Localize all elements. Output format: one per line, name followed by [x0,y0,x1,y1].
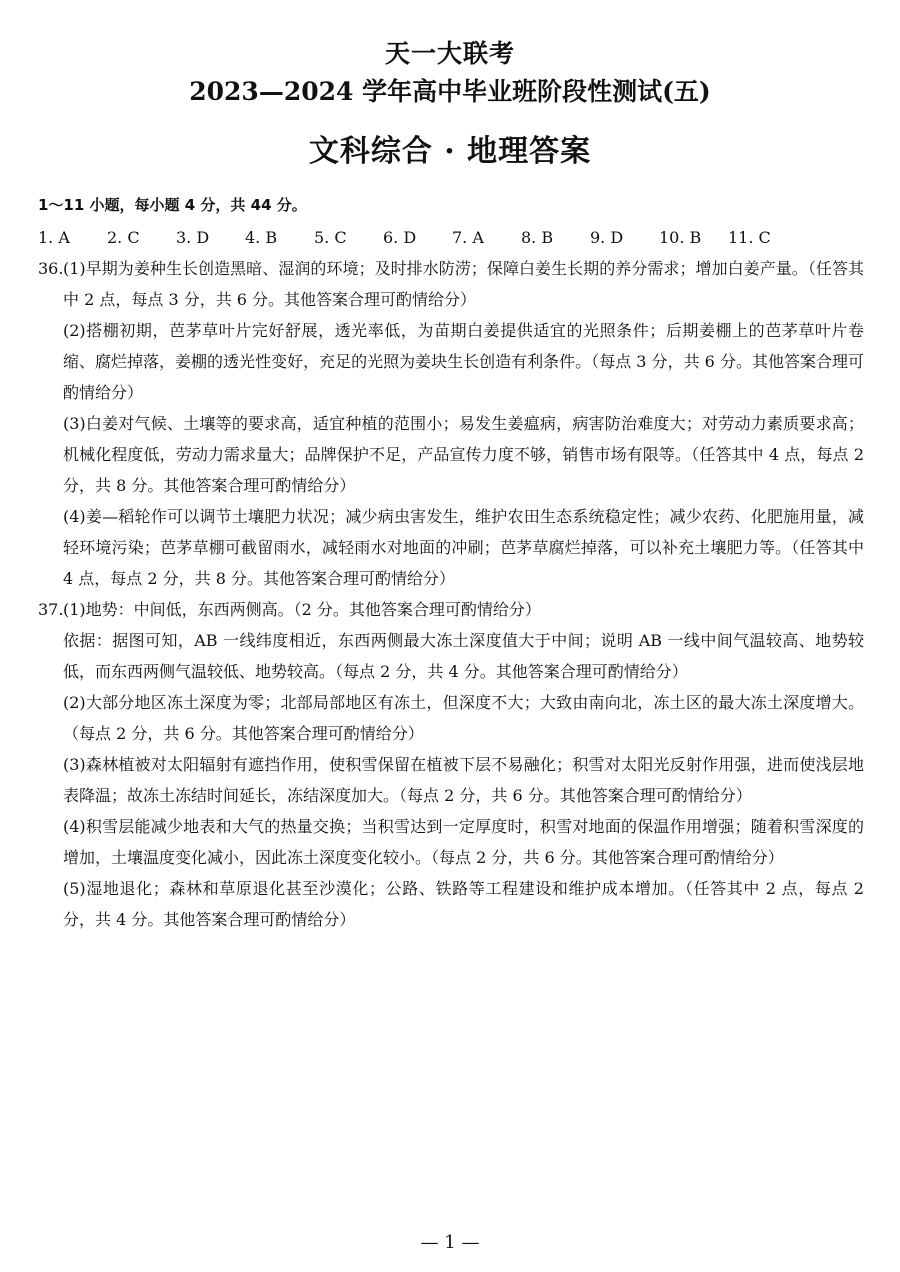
question-37 [38,594,864,935]
question-number: 36. [38,259,64,278]
exam-title: 2023—2024 学年高中毕业班阶段性测试(五) [189,77,711,106]
answer-content [38,190,864,935]
answer-part: (1)早期为姜种生长创造黑暗、湿润的环境；及时排水防涝；保障白姜生长期的养分需求；增加白姜产量。（任答其中 2 点，每点 3 分，共 6 分。其他答案合理可酌情给分） [63,259,864,309]
answer-part: (2)大部分地区冻土深度为零；北部局部地区有冻土，但深度不大；大致由南向北，冻土区的最大冻土深度增大。（每点 2 分，共 6 分。其他答案合理可酌情给分） [63,693,864,743]
choice-answer: 9. D [590,228,624,247]
choice-answer: 11. C [728,228,771,247]
choice-answer: 4. B [245,228,278,247]
answer-part: (4)姜—稻轮作可以调节土壤肥力状况；减少病虫害发生，维护农田生态系统稳定性；减少农药、化肥施用量，减轻环境污染；芭茅草棚可截留雨水，减轻雨水对地面的冲刷；芭茅草腐烂掉落，可以补充土壤肥力等。（任答其中 4 点，每点 2 分，共 8 分。其他答案合理可酌情给分） [63,507,864,588]
choice-answer: 7. A [452,228,484,247]
choice-answer: 1. A [38,228,70,247]
answer-part: (3)白姜对气候、土壤等的要求高，适宜种植的范围小；易发生姜瘟病，病害防治难度大；对劳动力素质要求高；机械化程度低，劳动力需求量大；品牌保护不足，产品宣传力度不够，销售市场有限等。（任答其中 4 点，每点 2 分，共 8 分。其他答案合理可酌情给分） [63,414,864,495]
choice-answer: 6. D [383,228,417,247]
answer-part: (2)搭棚初期，芭茅草叶片完好舒展，透光率低，为苗期白姜提供适宜的光照条件；后期姜棚上的芭茅草叶片卷缩、腐烂掉落，姜棚的透光性变好，充足的光照为姜块生长创造有利条件。（每点 3 分，共 6 分。其他答案合理可酌情给分） [63,321,864,402]
answer-part: (4)积雪层能减少地表和大气的热量交换；当积雪达到一定厚度时，积雪对地面的保温作用增强；随着积雪深度的增加，土壤温度变化减小，因此冻土深度变化较小。（每点 2 分，共 6 分。其他答案合理可酌情给分） [63,817,864,867]
choice-answer: 5. C [314,228,347,247]
answer-part: 依据：据图可知，AB 一线纬度相近，东西两侧最大冻土深度值大于中间；说明 AB 一线中间气温较高、地势较低，而东西两侧气温较低、地势较高。（每点 2 分，共 4 分。其他答案合理可酌情给分） [63,631,864,681]
choice-answer: 2. C [107,228,140,247]
answer-part: (1)地势：中间低，东西两侧高。（2 分。其他答案合理可酌情给分） [63,600,541,619]
choice-answer-row [38,222,864,253]
subject-title: 文科综合 · 地理答案 [308,134,592,169]
question-number: 37. [38,600,64,619]
org-title: 天一大联考 [384,39,515,68]
page-number: — 1 — [420,1232,480,1253]
answer-part: (3)森林植被对太阳辐射有遮挡作用，使积雪保留在植被下层不易融化；积雪对太阳光反射作用强，进而使浅层地表降温；故冻土冻结时间延长，冻结深度加大。（每点 2 分，共 6 分。其他答案合理可酌情给分） [63,755,864,805]
choice-answer: 10. B [659,228,702,247]
answer-part: (5)湿地退化；森林和草原退化甚至沙漠化；公路、铁路等工程建设和维护成本增加。（任答其中 2 点，每点 2 分，共 4 分。其他答案合理可酌情给分） [63,879,864,929]
choice-intro: 1～11 小题，每小题 4 分，共 44 分。 [38,196,307,214]
choice-answer: 8. B [521,228,554,247]
choice-answer: 3. D [176,228,210,247]
question-36 [38,253,864,594]
